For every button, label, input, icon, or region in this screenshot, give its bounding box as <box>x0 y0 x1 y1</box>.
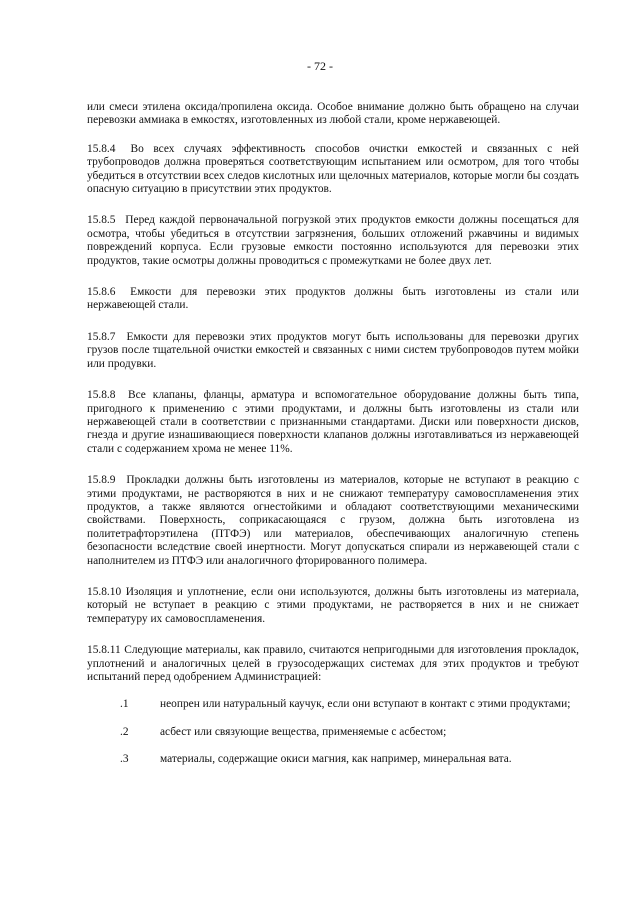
paragraph-15-8-8 <box>87 389 579 456</box>
paragraph-15-8-4 <box>87 143 579 197</box>
intro-paragraph: или смеси этилена оксида/пропилена оксида. Особое внимание должно быть обращено на случаи перевозки аммиака в емкостях, изготовленных из любой стали, кроме нержавеющей. <box>87 101 579 127</box>
list-item-number: .1 <box>120 698 129 711</box>
paragraph-15-8-11 <box>87 644 579 684</box>
paragraph-15-8-5 <box>87 214 579 268</box>
paragraph-15-8-10 <box>87 586 579 626</box>
paragraph-number: 15.8.9 <box>87 474 116 487</box>
list-item <box>87 698 579 711</box>
materials-list <box>87 698 579 766</box>
paragraph-text: Прокладки должны быть изготовлены из материалов, которые не вступают в реакцию с этими продуктами, не растворяются в них и не снижают температуру самовоспламенения этих продуктов, а также являются огнестойкими и обладают соответствующими механическими свойствами. Поверхность, соприкасающаяся с грузом, должна быть изготовлена из политетрафторэтилена (ПТФЭ) или материалов, обеспечивающих аналогичную степень безопасности вследствие своей инертности. Могут допускаться спирали из нержавеющей стали с наполнителем из ПТФЭ или аналогичного фторированного полимера. <box>87 474 579 567</box>
paragraph-text: Все клапаны, фланцы, арматура и вспомогательное оборудование должны быть типа, пригодного к применению с этими продуктами, и должны быть изготовлены из стали или нержавеющей стали в соответствии с признанными стандартами. Диски или поверхности дисков, гнезда и другие изнашивающиеся поверхности клапанов должны изготавливаться из нержавеющей стали с содержанием хрома не менее 11%. <box>87 389 579 455</box>
paragraph-number: 15.8.8 <box>87 389 116 402</box>
paragraph-number: 15.8.7 <box>87 330 116 343</box>
paragraph-text: Во всех случаях эффективность способов очистки емкостей и связанных с ней трубопроводов должна проверяться соответствующим испытанием или осмотром, для того чтобы убедиться в отсутствии всех следов кислотных или щелочных материалов, которые могли бы создать опасную ситуацию в присутствии этих продуктов. <box>87 142 580 196</box>
paragraph-15-8-7 <box>87 331 579 371</box>
paragraph-number: 15.8.10 <box>87 585 122 598</box>
list-item-text: неопрен или натуральный каучук, если они вступают в контакт с этими продуктами; <box>160 698 571 711</box>
paragraph-text: Емкости для перевозки этих продуктов должны быть изготовлены из стали или нержавеющей стали. <box>87 286 579 312</box>
page-number: - 72 - <box>307 59 333 73</box>
paragraph-text: Следующие материалы, как правило, считаются непригодными для изготовления прокладок, уплотнений и аналогичных целей в грузосодержащих системах для этих продуктов и требуют испытаний перед одобрением Администрацией: <box>87 644 579 683</box>
paragraph-15-8-9 <box>87 474 579 568</box>
paragraph-number: 15.8.5 <box>87 214 116 227</box>
list-item <box>87 726 579 739</box>
paragraph-text: Изоляция и уплотнение, если они используются, должны быть изготовлены из материала, который не вступает в реакцию с этими продуктами, не растворяется в них и не снижает температуру их самовоспламенения. <box>87 585 579 625</box>
list-item-number: .2 <box>120 725 129 738</box>
paragraph-number: 15.8.11 <box>87 644 121 657</box>
document-body <box>87 101 579 781</box>
paragraph-number: 15.8.6 <box>87 286 116 299</box>
paragraph-number: 15.8.4 <box>87 142 116 155</box>
paragraph-text: Перед каждой первоначальной погрузкой этих продуктов емкости должны посещаться для осмотра, чтобы убедиться в отсутствии загрязнения, больших отложений ржавчины и видимых повреждений корпуса. Если грузовые емкости постоянно используются для перевозки этих продуктов, такие осмотры должны проводиться с промежутками не более двух лет. <box>87 214 579 267</box>
list-item-number: .3 <box>120 753 129 766</box>
list-item-text: асбест или связующие вещества, применяемые с асбестом; <box>160 725 447 738</box>
paragraph-text: Емкости для перевозки этих продуктов могут быть использованы для перевозки других грузов после тщательной очистки емкостей и связанных с ними систем трубопроводов путем мойки или продувки. <box>87 330 579 370</box>
list-item-text: материалы, содержащие окиси магния, как например, минеральная вата. <box>160 753 512 766</box>
paragraph-15-8-6 <box>87 286 579 313</box>
list-item <box>87 753 579 766</box>
